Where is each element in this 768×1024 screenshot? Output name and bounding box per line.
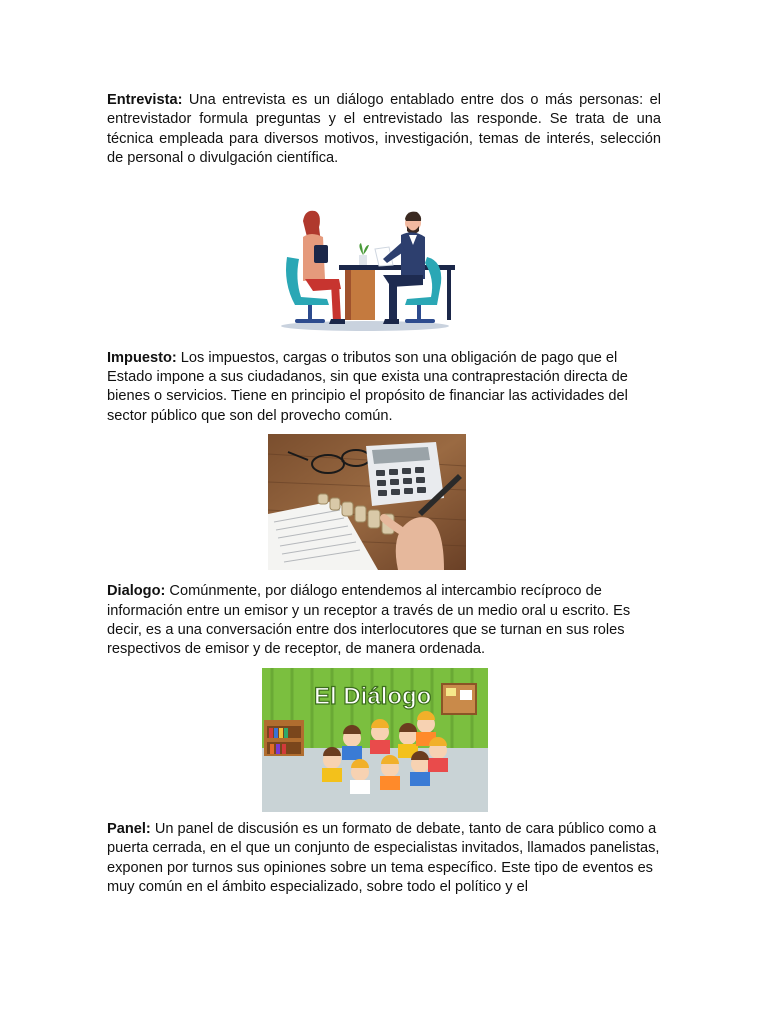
entry-text: Un panel de discusión es un formato de debate, tanto de cara público como a puerta cerrada, en el que un conjunto de especialistas invitados, llamados panelistas, exponen por turnos sus opiniones sobre un tema específico. Este tipo de eventos es muy común en el ámbito especializado, sobre todo el político y el xyxy=(107,820,660,896)
interview-illustration xyxy=(265,183,465,343)
entry-term: Dialogo: xyxy=(107,583,166,600)
entry-text: Una entrevista es un diálogo entablado entre dos o más personas: el entrevistador formula preguntas y el entrevistado las responde. Se trata de una técnica empleada para diversos motivos, investigación, temas de interés, selección de personal o divulgación científica. xyxy=(107,92,661,167)
tax-photo xyxy=(268,434,466,570)
entry-term: Impuesto: xyxy=(107,349,177,366)
document-page xyxy=(107,91,661,898)
entry-panel xyxy=(107,820,661,898)
dialog-title: El Diálogo xyxy=(314,682,432,710)
entry-term: Entrevista: xyxy=(107,92,183,108)
entry-text: Comúnmente, por diálogo entendemos al intercambio recíproco de información entre un emisor y un receptor a través de un medio oral u escrito. Es decir, es a una conversación entre dos interlocutores que se turnan en sus roles respectivos de emisor y de receptor, de manera ordenada. xyxy=(107,583,631,658)
entry-dialogo xyxy=(107,582,661,660)
dialog-illustration xyxy=(262,668,488,812)
entry-term: Panel: xyxy=(107,820,151,837)
entry-impuesto xyxy=(107,349,661,427)
entry-entrevista xyxy=(107,91,661,169)
entry-text: Los impuestos, cargas o tributos son una obligación de pago que el Estado impone a sus ciudadanos, sin que exista una contraprestación directa de bienes o servicios. Tiene en principio el propósito de financiar las actividades del sector público que son del provecho común. xyxy=(107,349,628,424)
